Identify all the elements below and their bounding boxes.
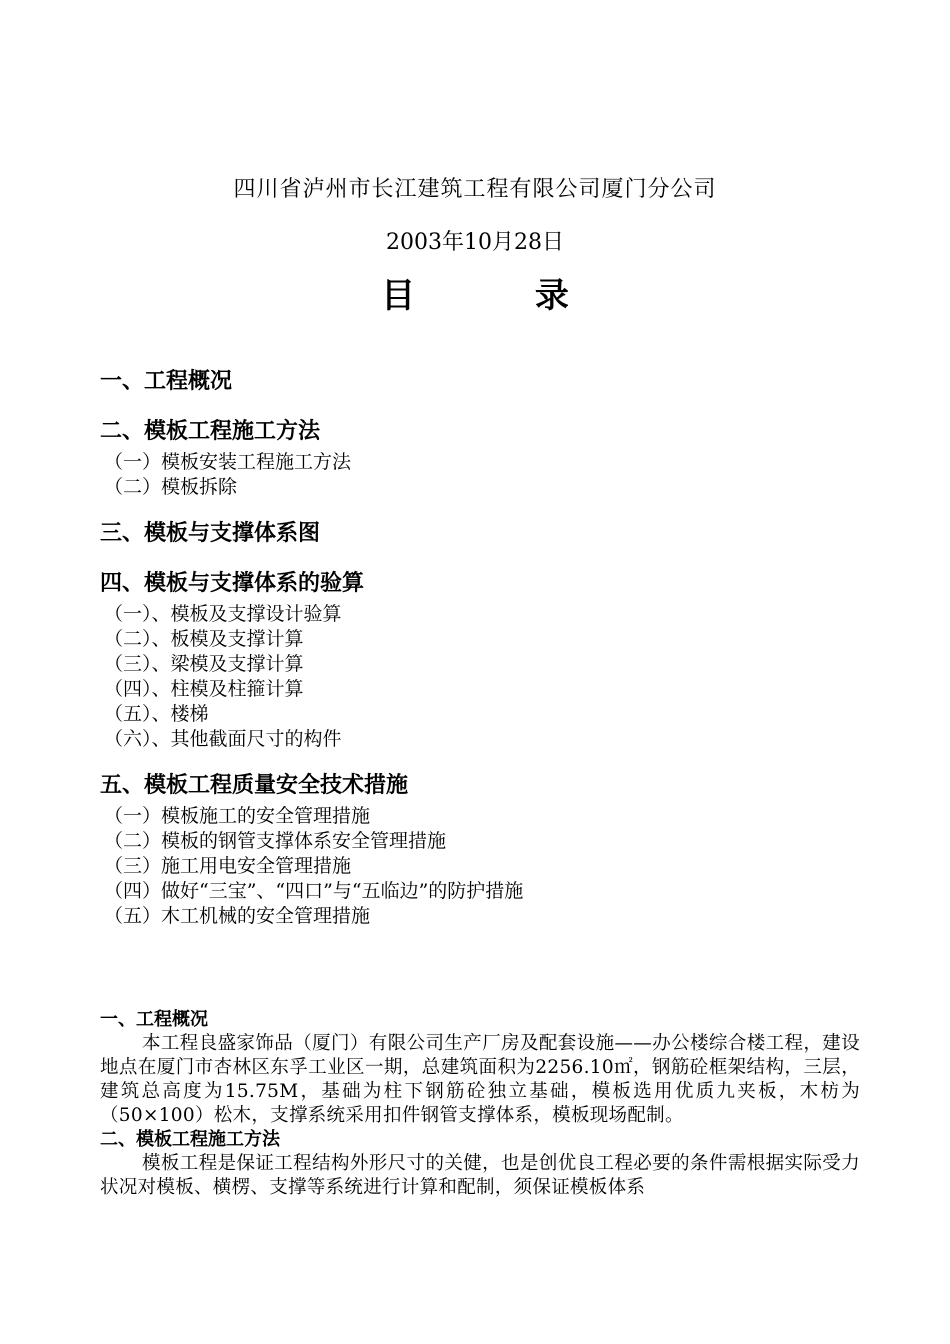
section-heading: 一、工程概况	[100, 1009, 208, 1030]
toc-item: （三）、梁模及支撑计算	[104, 653, 304, 675]
company-name: 四川省泸州市长江建筑工程有限公司厦门分公司	[233, 177, 717, 202]
toc-heading-3: 三、模板与支撑体系图	[100, 521, 321, 546]
document-body	[100, 1008, 860, 1200]
section-heading: 二、模板工程施工方法	[100, 1129, 280, 1150]
toc-item: （四）做好“三宝”、“四口”与“五临边”的防护措施	[104, 880, 524, 902]
toc-item: （一）模板施工的安全管理措施	[104, 805, 371, 827]
toc-item: （一）模板安装工程施工方法	[104, 451, 352, 473]
toc-heading-5: 五、模板工程质量安全技术措施	[100, 773, 409, 798]
toc-heading-4: 四、模板与支撑体系的验算	[100, 571, 365, 596]
toc-item: （二）模板的钢管支撑体系安全管理措施	[104, 830, 447, 852]
toc-heading-1: 一、工程概况	[100, 369, 233, 394]
section-paragraph: 本工程良盛家饰品（厦门）有限公司生产厂房及配套设施——办公楼综合楼工程，建设地点在厦门市杏林区东孚工业区一期，总建筑面积为2256.10㎡，钢筋砼框架结构，三层，建筑总高度为15.75M，基础为柱下钢筋砼独立基础，模板选用优质九夹板，木枋为（50×100）松木，支撑系统采用扣件钢管支撑体系，模板现场配制。	[100, 1033, 860, 1126]
toc-item: （二）模板拆除	[104, 476, 238, 498]
toc-item: （一）、模板及支撑设计验算	[104, 603, 342, 625]
table-of-contents	[100, 366, 860, 929]
toc-title: 目 录	[381, 276, 623, 316]
toc-item: （五）木工机械的安全管理措施	[104, 905, 371, 927]
toc-item: （二）、板模及支撑计算	[104, 628, 304, 650]
section-paragraph: 模板工程是保证工程结构外形尺寸的关健，也是创优良工程必要的条件需根据实际受力状况对模板、横楞、支撑等系统进行计算和配制，须保证模板体系	[100, 1153, 860, 1198]
toc-item: （六）、其他截面尺寸的构件	[104, 728, 342, 750]
toc-item: （三）施工用电安全管理措施	[104, 855, 352, 877]
toc-heading-2: 二、模板工程施工方法	[100, 419, 321, 444]
document-date: 2003年10月28日	[386, 230, 564, 255]
toc-item: （五）、楼梯	[104, 703, 209, 725]
toc-item: （四）、柱模及柱箍计算	[104, 678, 304, 700]
